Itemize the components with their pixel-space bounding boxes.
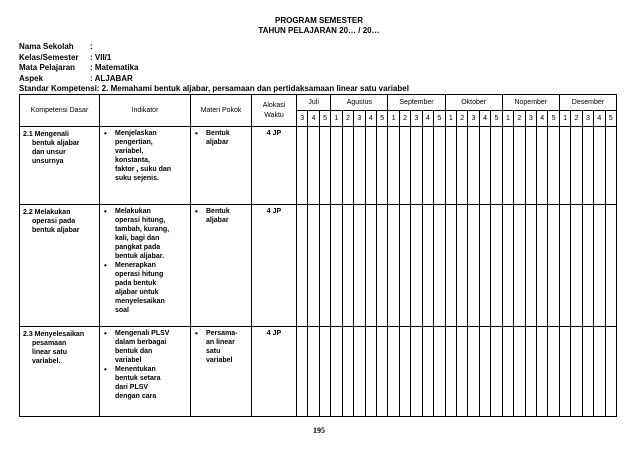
week-cell — [468, 205, 479, 327]
meta-value: : VII/1 — [90, 52, 112, 62]
week-cell — [399, 205, 410, 327]
materi-pokok-line: aljabar — [206, 139, 229, 146]
month-header: Juli — [297, 95, 331, 111]
materi-pokok-line: • Persama- — [206, 330, 238, 337]
week-cell — [594, 205, 605, 327]
week-cell — [582, 327, 593, 417]
header-materi-pokok: Materi Pokok — [191, 95, 252, 127]
week-cell — [297, 127, 308, 205]
materi-pokok-cell — [191, 327, 252, 417]
week-cell — [594, 327, 605, 417]
week-cell — [502, 205, 513, 327]
week-cell — [422, 327, 433, 417]
week-cell — [559, 205, 570, 327]
indikator-line: bentuk aljabar. — [115, 253, 165, 260]
week-cell — [457, 327, 468, 417]
table-row — [20, 327, 617, 417]
indikator-line: dengan cara — [115, 393, 157, 400]
week-cell — [479, 205, 490, 327]
week-number: 3 — [525, 111, 536, 127]
month-header: Oktober — [445, 95, 502, 111]
header-alokasi-waktu — [252, 95, 297, 127]
week-cell — [445, 327, 456, 417]
indikator-item — [100, 261, 190, 315]
meta-value: : Matematika — [90, 63, 139, 72]
header-alokasi-line2: Waktu — [264, 111, 284, 119]
indikator-line: menyelesaikan — [115, 298, 165, 305]
week-number: 3 — [468, 111, 479, 127]
week-cell — [559, 127, 570, 205]
doc-title: PROGRAM SEMESTER — [274, 16, 363, 25]
week-number: 3 — [582, 111, 593, 127]
indikator-item — [100, 129, 190, 183]
meta-label: Mata Pelajaran — [19, 63, 76, 72]
kd-text: dan unsur — [32, 149, 66, 156]
week-number: 2 — [571, 111, 582, 127]
alokasi-waktu-cell: 4 JP — [252, 205, 297, 327]
indikator-item — [100, 365, 190, 401]
week-cell — [319, 127, 330, 205]
week-cell — [411, 127, 422, 205]
week-cell — [571, 127, 582, 205]
week-number: 4 — [422, 111, 433, 127]
week-number: 1 — [331, 111, 342, 127]
week-cell — [559, 327, 570, 417]
indikator-item — [100, 329, 190, 365]
meta-row — [19, 53, 138, 64]
week-cell — [354, 205, 365, 327]
month-header: September — [388, 95, 445, 111]
indikator-line: pengertian, — [115, 139, 153, 146]
week-number: 3 — [354, 111, 365, 127]
indikator-line: bentuk dan — [115, 348, 153, 355]
table-row — [20, 205, 617, 327]
week-cell — [388, 127, 399, 205]
week-number: 5 — [548, 111, 559, 127]
indikator-cell — [100, 205, 191, 327]
week-cell — [445, 205, 456, 327]
week-number: 2 — [399, 111, 410, 127]
week-cell — [502, 127, 513, 205]
materi-pokok-cell — [191, 205, 252, 327]
week-cell — [365, 327, 376, 417]
materi-pokok-list — [191, 205, 251, 225]
week-cell — [354, 127, 365, 205]
week-number: 5 — [491, 111, 502, 127]
materi-pokok-line: • Bentuk — [206, 130, 230, 137]
materi-pokok-line: satu — [206, 348, 221, 355]
week-cell — [411, 327, 422, 417]
week-cell — [457, 127, 468, 205]
week-number: 1 — [445, 111, 456, 127]
week-number: 5 — [319, 111, 330, 127]
indikator-line: bentuk setara — [115, 375, 161, 382]
materi-pokok-item — [191, 129, 251, 147]
week-cell — [308, 205, 319, 327]
page-number: 195 — [313, 426, 325, 435]
indikator-line: • Menerapkan — [115, 262, 156, 269]
month-header: Nopember — [502, 95, 559, 111]
week-cell — [605, 205, 616, 327]
materi-pokok-line: variabel — [206, 357, 233, 364]
indikator-line: operasi hitung, — [115, 217, 166, 224]
materi-pokok-line: • Bentuk — [206, 208, 230, 215]
header-alokasi-line1: Alokasi — [262, 101, 286, 109]
week-cell — [571, 205, 582, 327]
week-cell — [582, 205, 593, 327]
materi-pokok-line: an linear — [206, 339, 235, 346]
week-cell — [365, 205, 376, 327]
indikator-list — [100, 127, 190, 183]
week-cell — [331, 205, 342, 327]
meta-label: Nama Sekolah — [19, 42, 74, 51]
indikator-line: tambah, kurang, — [115, 226, 170, 233]
week-cell — [342, 205, 353, 327]
meta-value: : — [90, 42, 93, 51]
kd-number: 2.1 Mengenali — [23, 131, 69, 138]
week-cell — [525, 127, 536, 205]
indikator-line: • Mengenali PLSV — [115, 330, 170, 337]
materi-pokok-list — [191, 127, 251, 147]
meta-label: Aspek — [19, 73, 44, 83]
standar-kompetensi: Standar Kompetensi: 2. Memahami bentuk aljabar, persamaan dan pertidaksamaan linear satu variabel — [19, 84, 409, 93]
week-number: 3 — [411, 111, 422, 127]
month-header: Agustus — [331, 95, 388, 111]
week-cell — [479, 127, 490, 205]
week-cell — [445, 127, 456, 205]
kd-text: operasi pada — [32, 218, 76, 225]
week-cell — [434, 205, 445, 327]
week-cell — [308, 127, 319, 205]
week-cell — [376, 205, 387, 327]
week-cell — [297, 327, 308, 417]
week-cell — [571, 327, 582, 417]
week-cell — [605, 127, 616, 205]
week-cell — [342, 127, 353, 205]
materi-pokok-line: aljabar — [206, 217, 229, 224]
week-cell — [479, 327, 490, 417]
doc-subtitle: TAHUN PELAJARAN 20… / 20… — [258, 26, 380, 35]
week-number: 2 — [342, 111, 353, 127]
week-number: 1 — [388, 111, 399, 127]
alokasi-waktu-cell: 4 JP — [252, 327, 297, 417]
header-indikator: Indikator — [100, 95, 191, 127]
indikator-line: dari PLSV — [115, 384, 149, 391]
meta-row — [19, 74, 138, 85]
week-cell — [582, 127, 593, 205]
week-cell — [468, 327, 479, 417]
week-cell — [331, 327, 342, 417]
week-number: 5 — [605, 111, 616, 127]
kompetensi-dasar-cell — [20, 127, 100, 205]
week-cell — [468, 127, 479, 205]
week-number: 4 — [537, 111, 548, 127]
week-cell — [525, 205, 536, 327]
kd-text: bentuk aljabar — [32, 140, 80, 147]
week-number: 1 — [502, 111, 513, 127]
materi-pokok-cell — [191, 127, 252, 205]
week-number: 5 — [434, 111, 445, 127]
week-cell — [491, 127, 502, 205]
week-cell — [525, 327, 536, 417]
week-cell — [365, 127, 376, 205]
alokasi-waktu-cell: 4 JP — [252, 127, 297, 205]
week-cell — [297, 205, 308, 327]
week-cell — [434, 327, 445, 417]
program-semester-table — [19, 94, 617, 417]
week-number: 2 — [514, 111, 525, 127]
week-cell — [502, 327, 513, 417]
week-number: 4 — [308, 111, 319, 127]
week-number: 4 — [365, 111, 376, 127]
indikator-line: variabel — [115, 357, 142, 364]
materi-pokok-item — [191, 329, 251, 365]
materi-pokok-list — [191, 327, 251, 365]
indikator-line: suku sejenis. — [115, 175, 159, 182]
week-cell — [399, 127, 410, 205]
week-cell — [308, 327, 319, 417]
week-cell — [388, 327, 399, 417]
indikator-cell — [100, 327, 191, 417]
indikator-line: pada bentuk — [115, 280, 157, 287]
indikator-item — [100, 207, 190, 261]
indikator-line: faktor , suku dan — [115, 166, 172, 173]
indikator-cell — [100, 127, 191, 205]
indikator-line: kali, bagi dan — [115, 235, 160, 242]
indikator-list — [100, 205, 190, 315]
week-cell — [411, 205, 422, 327]
kd-number: 2.2 Melakukan — [23, 209, 71, 216]
indikator-line: • Melakukan — [115, 208, 151, 215]
indikator-line: soal — [115, 307, 130, 314]
indikator-list — [100, 327, 190, 401]
week-cell — [319, 205, 330, 327]
week-cell — [548, 205, 559, 327]
kd-text: pesamaan — [32, 340, 67, 347]
kd-text: linear satu — [32, 349, 68, 356]
meta-row — [19, 42, 138, 53]
week-cell — [354, 327, 365, 417]
week-cell — [548, 127, 559, 205]
week-cell — [514, 205, 525, 327]
week-cell — [376, 127, 387, 205]
indikator-line: dalam berbagai — [115, 339, 167, 346]
table-row — [20, 127, 617, 205]
week-cell — [434, 127, 445, 205]
week-cell — [457, 205, 468, 327]
indikator-line: konstanta, — [115, 157, 151, 164]
week-cell — [319, 327, 330, 417]
kompetensi-dasar-cell — [20, 327, 100, 417]
indikator-line: operasi hitung — [115, 271, 164, 278]
week-cell — [376, 327, 387, 417]
meta-value: : ALJABAR — [90, 73, 133, 83]
kd-text: unsurnya — [32, 158, 64, 165]
week-number: 1 — [559, 111, 570, 127]
week-cell — [537, 205, 548, 327]
meta-row — [19, 63, 138, 74]
week-cell — [605, 327, 616, 417]
header-kompetensi-dasar: Kompetensi Dasar — [20, 95, 100, 127]
kd-number: 2.3 Menyelesaikan — [23, 331, 85, 338]
indikator-line: • Menjelaskan — [115, 130, 157, 137]
indikator-line: pangkat pada — [115, 244, 161, 251]
meta-block — [19, 42, 138, 84]
week-number: 5 — [376, 111, 387, 127]
indikator-line: aljabar untuk — [115, 289, 159, 296]
week-cell — [491, 205, 502, 327]
week-cell — [422, 205, 433, 327]
week-cell — [514, 127, 525, 205]
week-cell — [331, 127, 342, 205]
week-cell — [388, 205, 399, 327]
kompetensi-dasar-cell — [20, 205, 100, 327]
week-number: 4 — [479, 111, 490, 127]
week-cell — [594, 127, 605, 205]
week-number: 2 — [457, 111, 468, 127]
week-cell — [537, 127, 548, 205]
month-header: Desember — [559, 95, 616, 111]
meta-label: Kelas/Semester — [19, 52, 79, 62]
indikator-line: • Menentukan — [115, 366, 156, 373]
week-cell — [514, 327, 525, 417]
week-cell — [537, 327, 548, 417]
materi-pokok-item — [191, 207, 251, 225]
kd-text: bentuk aljabar — [32, 227, 80, 234]
week-cell — [342, 327, 353, 417]
week-number: 3 — [297, 111, 308, 127]
indikator-line: variabel, — [115, 148, 144, 155]
week-cell — [422, 127, 433, 205]
week-number: 4 — [594, 111, 605, 127]
week-cell — [491, 327, 502, 417]
week-cell — [399, 327, 410, 417]
kd-text: variabel. — [32, 358, 61, 365]
week-cell — [548, 327, 559, 417]
